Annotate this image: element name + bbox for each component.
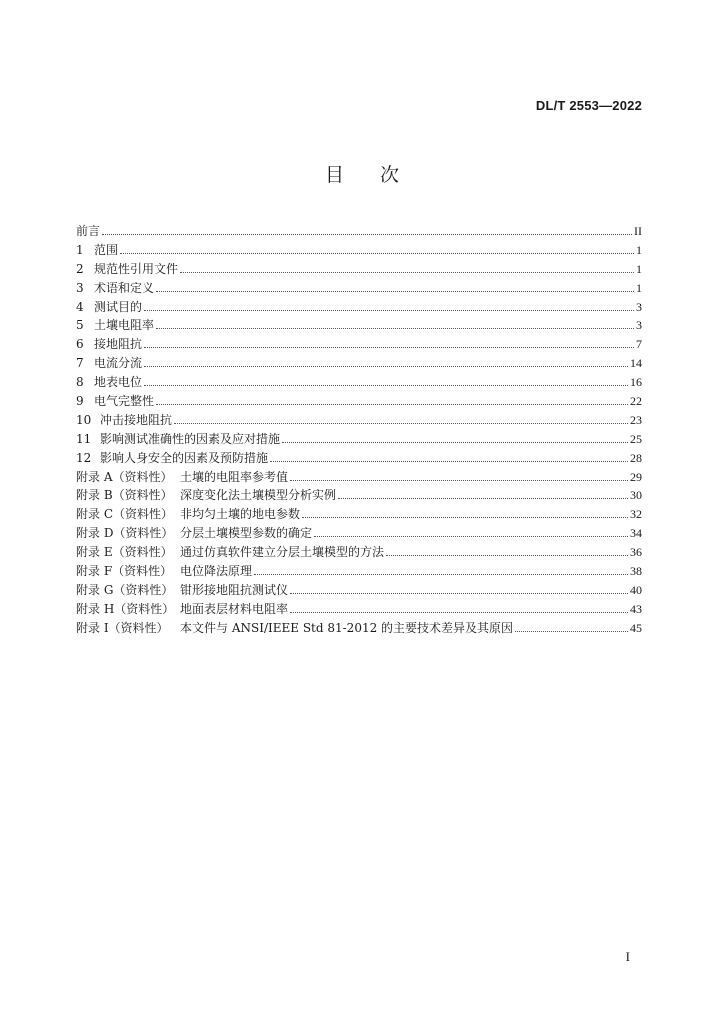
toc-entry[interactable]	[76, 562, 642, 581]
toc-entry[interactable]	[76, 222, 642, 241]
toc-entry[interactable]	[76, 373, 642, 392]
toc-entry-number: 7	[76, 356, 84, 371]
toc-entry[interactable]	[76, 392, 642, 411]
toc-entry-label: 术语和定义	[94, 280, 155, 295]
toc-entry-number: 附录 E（资料性）	[76, 545, 173, 560]
toc-dot-leader	[180, 272, 634, 273]
toc-entry-page: II	[634, 224, 642, 238]
toc-entry[interactable]	[76, 354, 642, 373]
toc-entry-page: 29	[630, 469, 642, 484]
toc-entry-number: 2	[76, 261, 84, 276]
toc-entry-label: 本文件与 ANSI/IEEE Std 81-2012 的主要技术差异及其原因	[180, 620, 514, 635]
toc-entry-number: 3	[76, 280, 84, 295]
toc-entry-page: 28	[630, 450, 642, 465]
toc-entry-page: 7	[636, 337, 642, 352]
toc-entry-page: 36	[630, 545, 642, 560]
toc-dot-leader	[144, 310, 634, 311]
toc-entry-page: 22	[630, 394, 642, 409]
toc-entry-label: 电气完整性	[94, 394, 155, 409]
toc-entry-label: 电流分流	[94, 356, 143, 371]
toc-entry[interactable]	[76, 619, 642, 638]
toc-entry[interactable]	[76, 449, 642, 468]
toc-entry[interactable]	[76, 468, 642, 487]
toc-entry-page: 14	[630, 356, 642, 371]
toc-dot-leader	[282, 442, 628, 443]
toc-entry-label: 土壤的电阻率参考值	[180, 469, 289, 484]
toc-entry-label: 电位降法原理	[180, 564, 253, 579]
toc-entry-label: 分层土壤模型参数的确定	[180, 526, 313, 541]
toc-dot-leader	[302, 517, 628, 518]
toc-entry[interactable]	[76, 316, 642, 335]
toc-entry-page: 1	[636, 280, 642, 295]
toc-dot-leader	[270, 461, 628, 462]
toc-entry-number: 9	[76, 394, 84, 409]
toc-dot-leader	[386, 555, 628, 556]
toc-dot-leader	[515, 631, 628, 632]
toc-dot-leader	[254, 574, 628, 575]
toc-dot-leader	[314, 536, 628, 537]
toc-dot-leader	[144, 385, 628, 386]
toc-entry-page: 32	[630, 507, 642, 522]
page-title: 目次	[324, 164, 435, 186]
toc-entry-label: 前言	[76, 224, 101, 238]
toc-dot-leader	[144, 347, 634, 348]
toc-entry[interactable]	[76, 411, 642, 430]
toc-entry-label: 冲击接地阻抗	[100, 412, 173, 427]
toc-entry-number: 6	[76, 337, 84, 352]
toc-dot-leader	[338, 498, 628, 499]
toc-entry[interactable]	[76, 505, 642, 524]
toc-entry-page: 34	[630, 526, 642, 541]
toc-entry[interactable]	[76, 241, 642, 260]
toc-entry[interactable]	[76, 335, 642, 354]
toc-entry-number: 附录 G（资料性）	[76, 582, 174, 597]
toc-entry-page: 38	[630, 564, 642, 579]
toc-entry-number: 附录 D（资料性）	[76, 526, 174, 541]
toc-entry-label: 影响人身安全的因素及预防措施	[100, 450, 269, 465]
toc-entry-page: 3	[636, 299, 642, 314]
toc-dot-leader	[174, 423, 628, 424]
toc-entry-number: 5	[76, 318, 84, 333]
toc-entry-number: 11	[76, 431, 92, 446]
toc-entry[interactable]	[76, 524, 642, 543]
toc-entry-label: 深度变化法土壤模型分析实例	[180, 488, 337, 503]
toc-entry-label: 影响测试准确性的因素及应对措施	[100, 431, 281, 446]
toc-dot-leader	[156, 291, 634, 292]
toc-entry-label: 地表电位	[94, 375, 143, 390]
toc-entry[interactable]	[76, 543, 642, 562]
toc-entry-label: 规范性引用文件	[94, 261, 179, 276]
toc-entry[interactable]	[76, 486, 642, 505]
toc-entry-label: 钳形接地阻抗测试仪	[180, 582, 289, 597]
toc-entry-label: 地面表层材料电阻率	[180, 601, 289, 616]
toc-entry-page: 45	[630, 620, 642, 635]
toc-entry-number: 附录 A（资料性）	[76, 469, 173, 484]
toc-entry-number: 4	[76, 299, 84, 314]
toc-dot-leader	[156, 328, 634, 329]
toc-entry-label: 接地阻抗	[94, 337, 143, 352]
toc-entry-number: 10	[76, 412, 92, 427]
toc-entry-number: 附录 H（资料性）	[76, 601, 175, 616]
toc-entry[interactable]	[76, 581, 642, 600]
toc-entry[interactable]	[76, 430, 642, 449]
toc-entry-number: 附录 I（资料性）	[76, 620, 169, 635]
toc-entry-number: 1	[76, 242, 84, 257]
toc-dot-leader	[290, 593, 628, 594]
toc-entry-page: 3	[636, 318, 642, 333]
table-of-contents	[76, 222, 642, 638]
toc-entry-page: 23	[630, 412, 642, 427]
toc-entry[interactable]	[76, 600, 642, 619]
toc-dot-leader	[102, 234, 632, 235]
toc-entry-page: 40	[630, 582, 642, 597]
page-number: I	[625, 949, 630, 964]
toc-dot-leader	[290, 480, 628, 481]
toc-entry-label: 土壤电阻率	[94, 318, 155, 333]
toc-entry-page: 25	[630, 431, 642, 446]
toc-entry-page: 1	[636, 261, 642, 276]
toc-entry-number: 附录 B（资料性）	[76, 488, 173, 503]
toc-entry-page: 16	[630, 375, 642, 390]
toc-entry-label: 测试目的	[94, 299, 143, 314]
toc-entry-page: 43	[630, 601, 642, 616]
toc-entry[interactable]	[76, 279, 642, 298]
document-code: DL/T 2553—2022	[535, 98, 642, 113]
toc-entry-label: 通过仿真软件建立分层土壤模型的方法	[180, 545, 385, 560]
toc-entry-number: 附录 C（资料性）	[76, 507, 173, 522]
toc-entry[interactable]	[76, 298, 642, 317]
toc-entry-number: 附录 F（资料性）	[76, 564, 173, 579]
toc-entry-page: 30	[630, 488, 642, 503]
toc-entry[interactable]	[76, 260, 642, 279]
toc-dot-leader	[144, 366, 628, 367]
toc-entry-label: 非均匀土壤的地电参数	[180, 507, 301, 522]
toc-entry-number: 12	[76, 450, 92, 465]
toc-entry-page: 1	[636, 242, 642, 257]
toc-entry-label: 范围	[94, 242, 119, 257]
toc-dot-leader	[120, 253, 634, 254]
toc-dot-leader	[156, 404, 628, 405]
toc-entry-number: 8	[76, 375, 84, 390]
toc-dot-leader	[290, 612, 628, 613]
